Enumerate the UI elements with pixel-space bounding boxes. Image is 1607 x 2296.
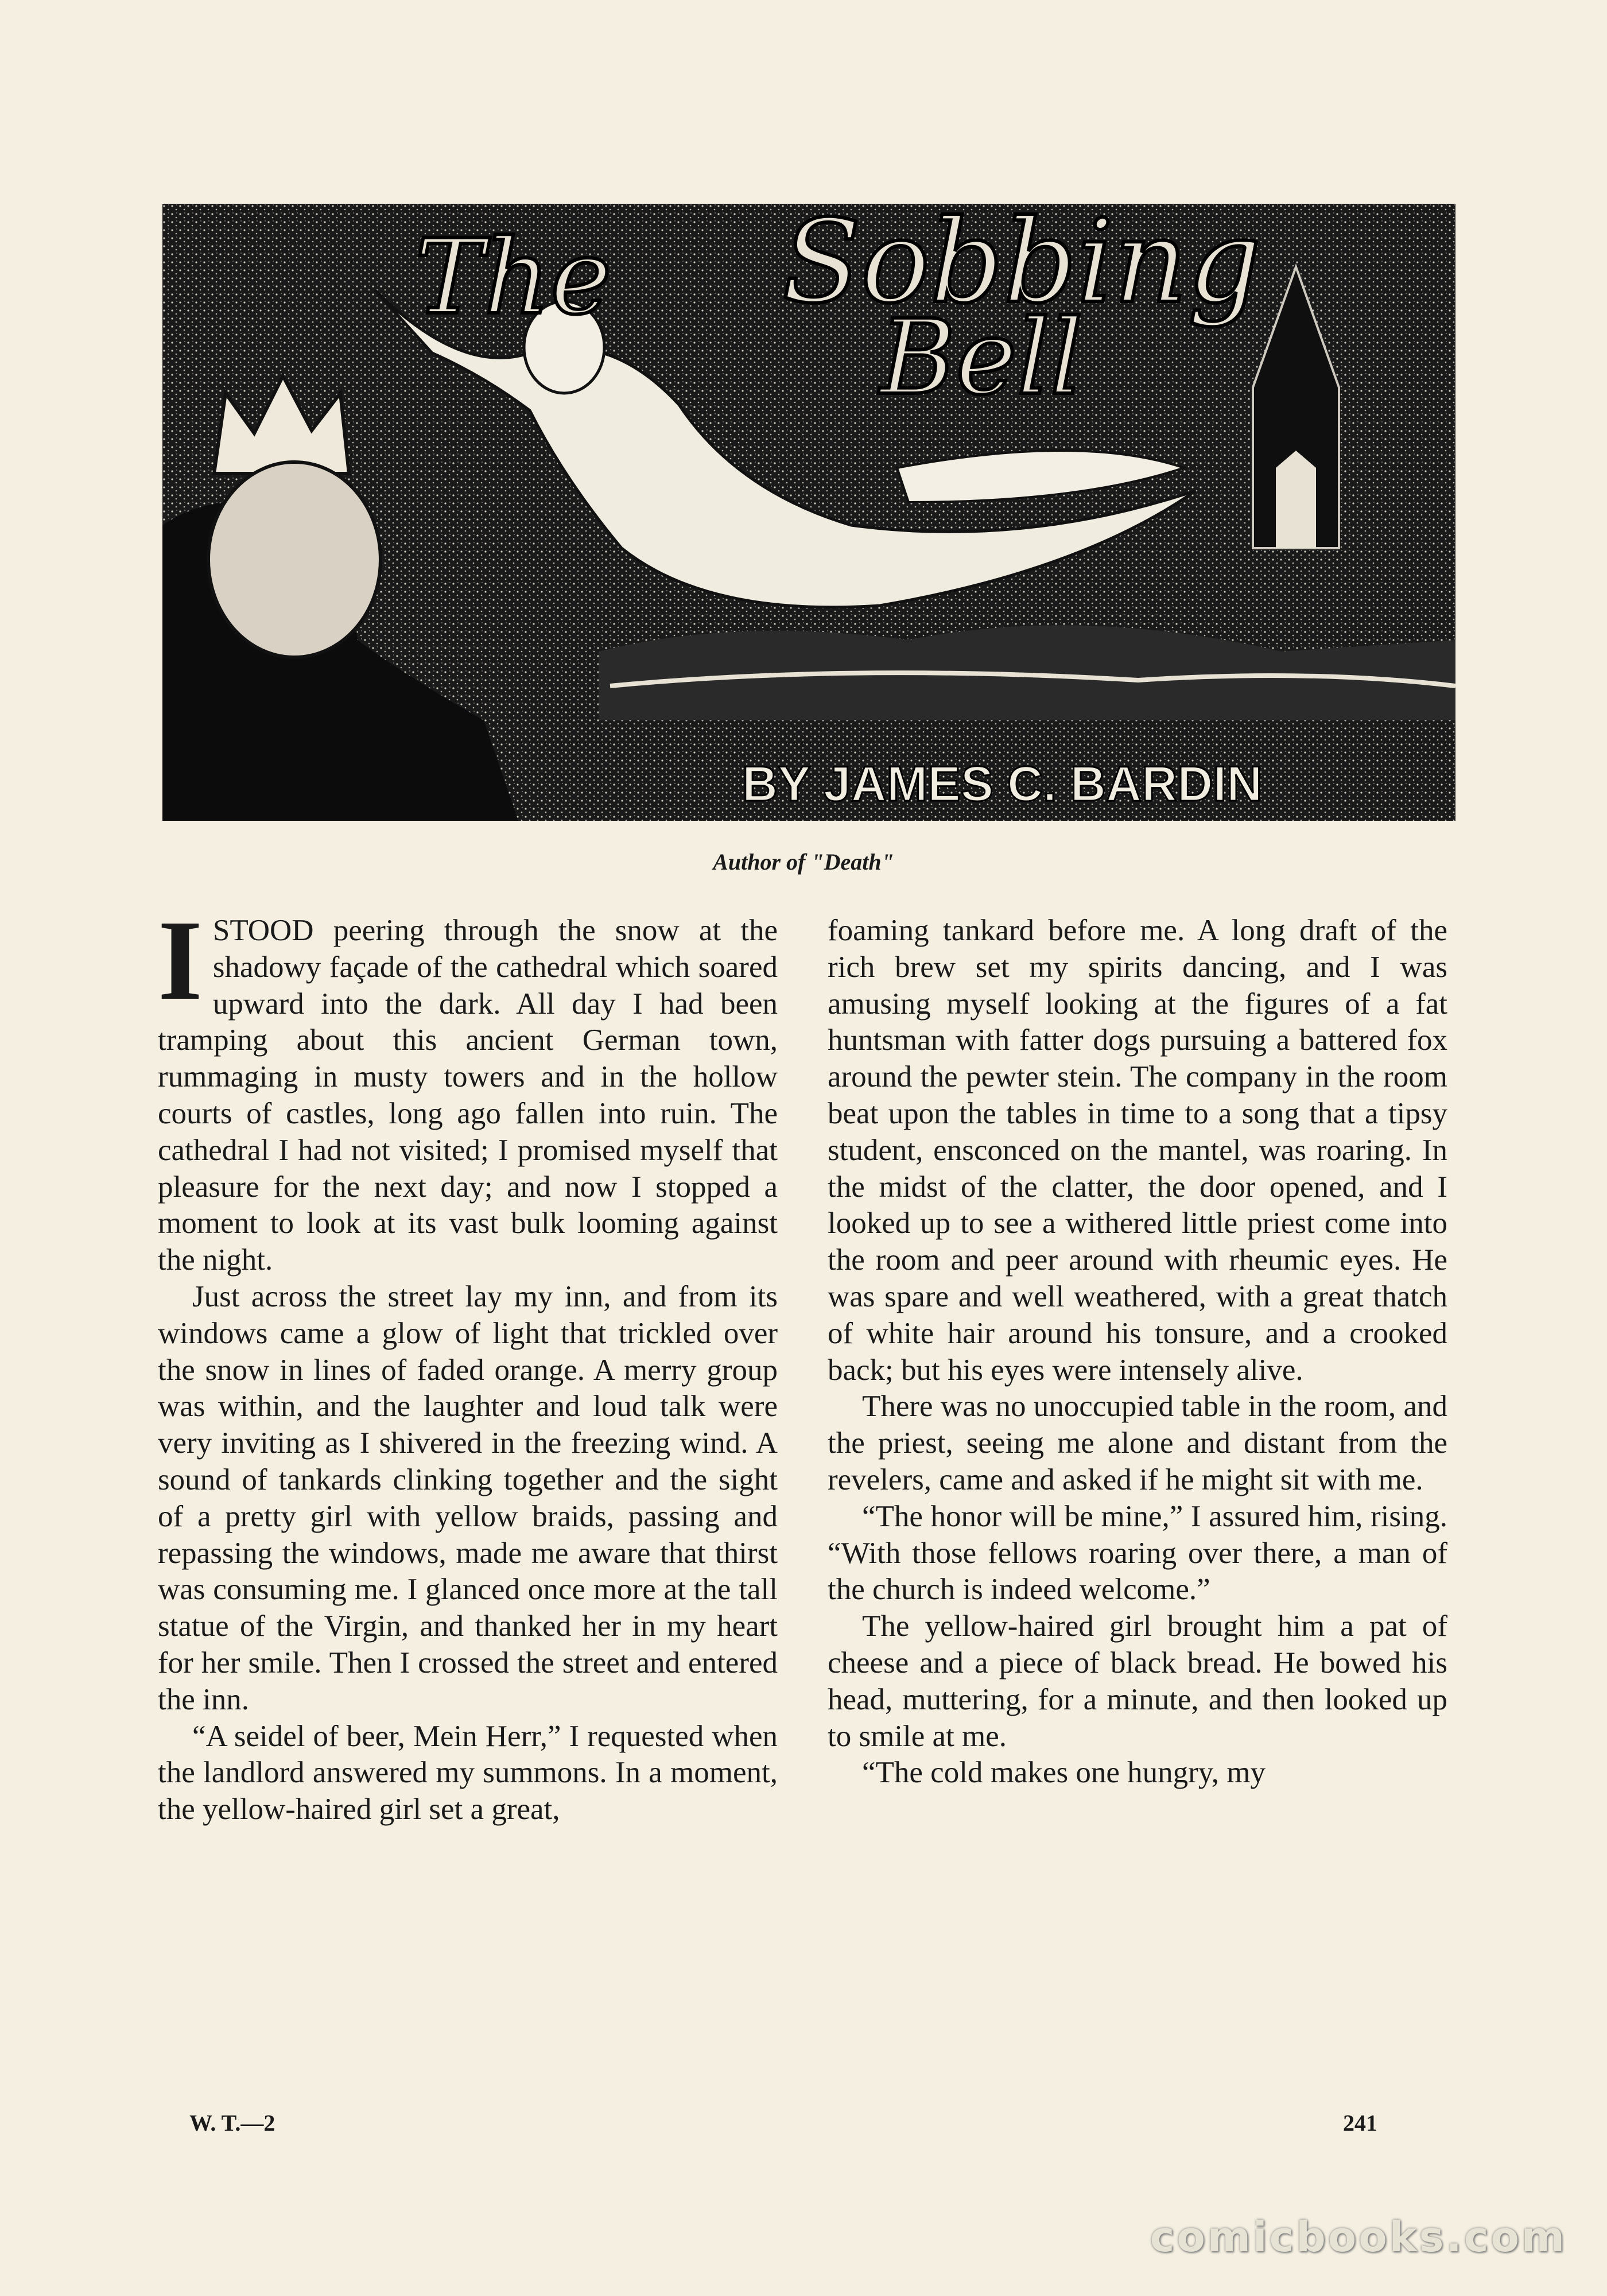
page-number: 241 [1343, 2110, 1377, 2136]
author-note: Author of "Death" [713, 849, 894, 875]
title-sobbing: Sobbing [782, 204, 1261, 329]
column-left [158, 913, 778, 2098]
paragraph: Just across the street lay my inn, and from its windows came a glow of light that trickled over the snow in lines of faded orange. A merry group was within, and the laughter and loud talk were very inviting as I shivered in the freezing wind. A sound of tankards clinking together and the sight of a pretty girl with yellow braids, passing and repassing the windows, made me aware that thirst was consuming me. I glanced once more at the tall statue of the Virgin, and thanked her in my heart for her smile. Then I crossed the street and entered the inn. [158, 1279, 778, 1716]
column-right [828, 913, 1447, 2098]
paragraph [158, 913, 778, 1279]
paragraph: “The honor will be mine,” I assured him, rising. “With those fellows roaring over there, a man of the church is indeed welcome.” [828, 1499, 1447, 1607]
paragraph: “A seidel of beer, Mein Herr,” I requested when the landlord answered my summons. In a moment, the yellow-haired girl set a great, [158, 1719, 778, 1826]
paragraph: foaming tankard before me. A long draft of the rich brew set my spirits dancing, and I was amusing myself looking at the figures of a fat huntsman with fatter dogs pursuing a battered fox around the pewter stein. The company in the room beat upon the tables in time to a song that a tipsy student, ensconced on the mantel, was roaring. In the midst of the clatter, the door opened, and I looked up to see a withered little priest come into the room and peer around with rheumic eyes. He was spare and well weathered, with a great thatch of white hair around his tonsure, and a crooked back; but his eyes were intensely alive. [828, 914, 1447, 1387]
signature-mark: W. T.—2 [189, 2110, 275, 2136]
watermark: comicbooks.com [1150, 2213, 1567, 2261]
title-bell: Bell [880, 298, 1083, 418]
paragraph: “The cold makes one hungry, my [862, 1756, 1266, 1790]
byline: BY JAMES C. BARDIN [742, 757, 1263, 812]
title-the: The [415, 218, 612, 338]
header-illustration [162, 204, 1455, 821]
drop-cap: I [158, 913, 203, 1024]
paragraph-text: STOOD peering through the snow at the shadowy façade of the cathedral which soared upward into the dark. All day I had been tramping about this ancient German town, rummaging in musty towers and in the hollow courts of castles, long ago fallen into ruin. The cathedral I had not visited; I promised myself that pleasure for the next day; and now I stopped a moment to look at its vast bulk looming against the night. [158, 914, 778, 1277]
paragraph: The yellow-haired girl brought him a pat of cheese and a piece of black bread. He bowed his head, muttering, for a minute, and then looked up to smile at me. [828, 1609, 1447, 1753]
paragraph: There was no unoccupied table in the room, and the priest, seeing me alone and distant from the revelers, came and asked if he might sit with me. [828, 1390, 1447, 1496]
